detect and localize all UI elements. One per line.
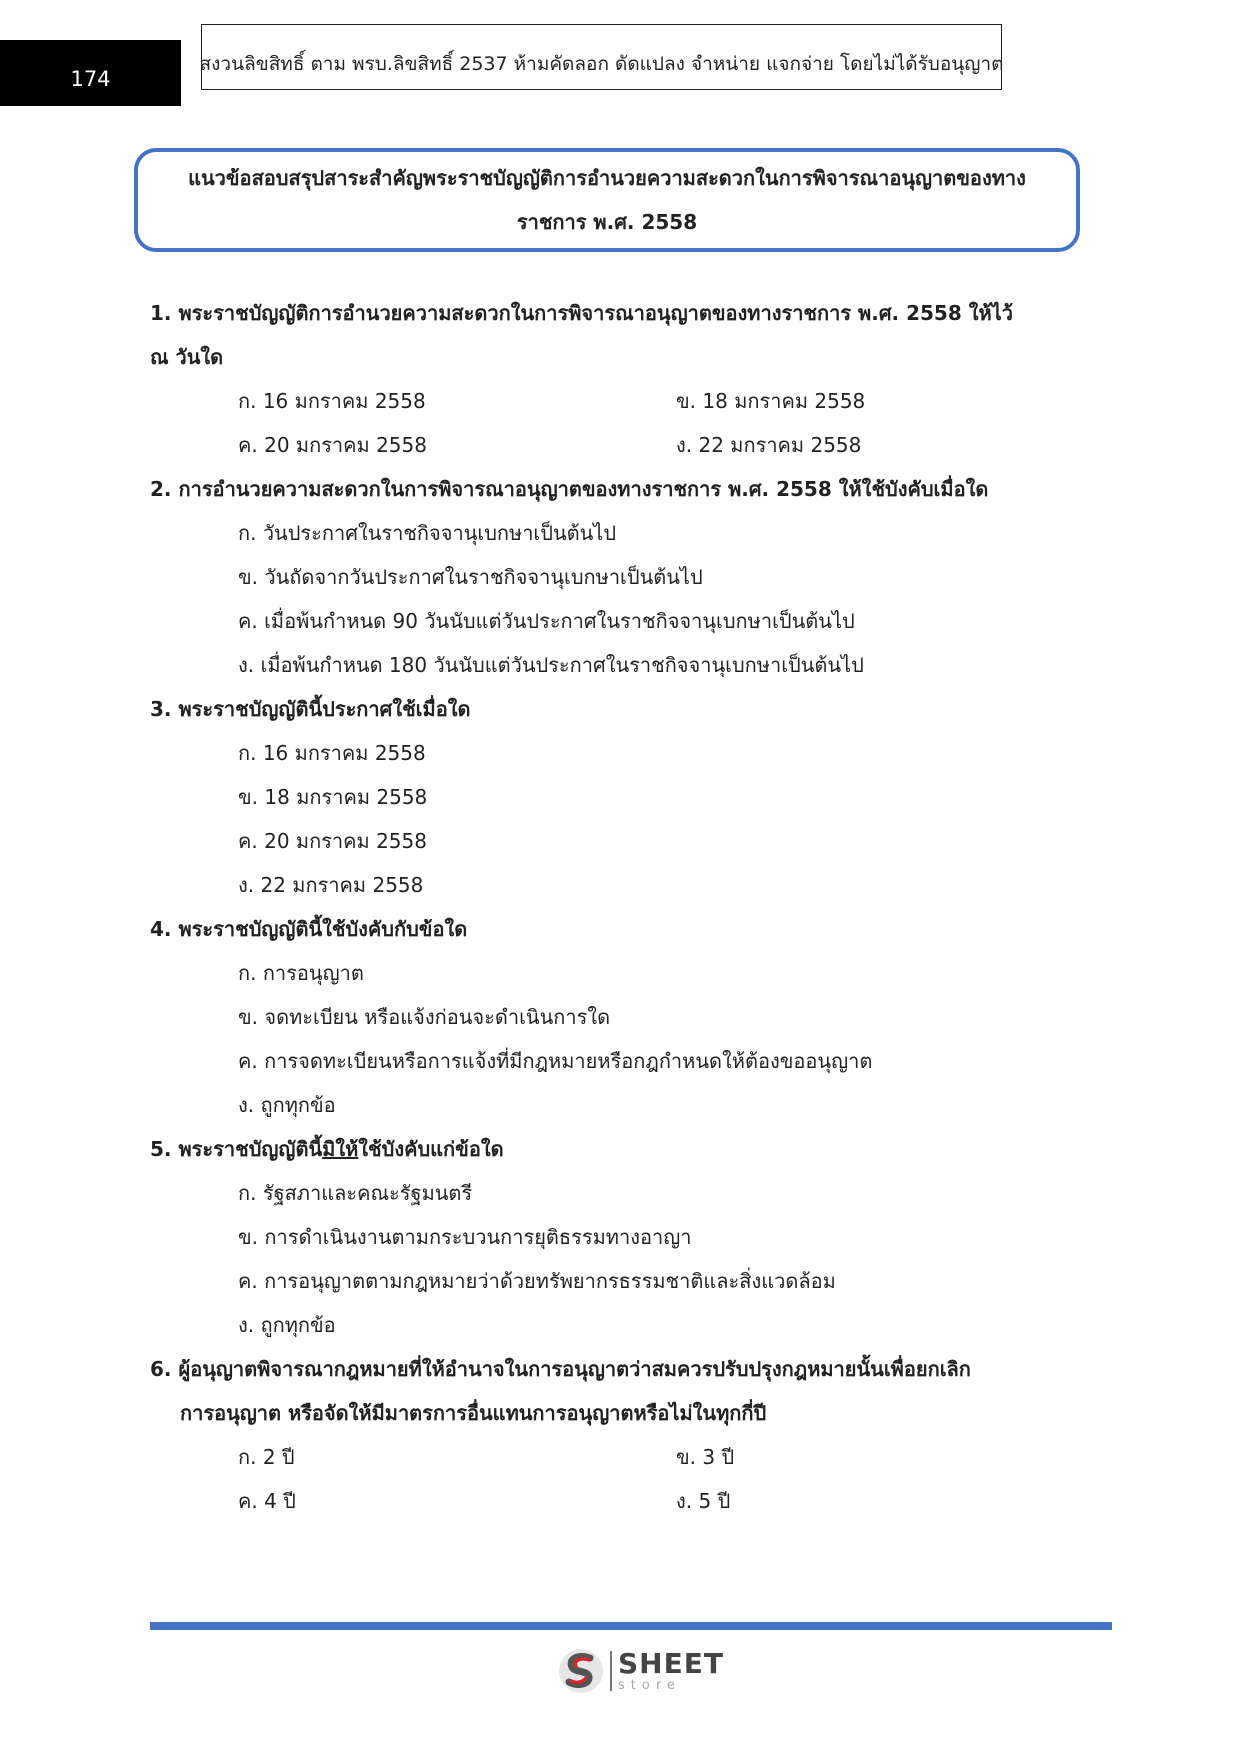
question-4-text: 4. พระราชบัญญัตินี้ใช้บังคับกับข้อใด [150, 917, 468, 941]
page-number: 174 [0, 40, 181, 106]
question-2-option-d: ง. เมื่อพ้นกำหนด 180 วันนับแต่วันประกาศในราชกิจจานุเบกษาเป็นต้นไป [238, 653, 864, 677]
copyright-notice: สงวนลิขสิทธิ์ ตาม พรบ.ลิขสิทธิ์ 2537 ห้ามคัดลอก ดัดแปลง จำหน่าย แจกจ่าย โดยไม่ได้รับอนุญาต [201, 24, 1002, 90]
question-6-option-b: ข. 3 ปี [676, 1445, 735, 1469]
question-6-option-a: ก. 2 ปี [238, 1445, 295, 1469]
question-1-option-a: ก. 16 มกราคม 2558 [238, 389, 426, 413]
question-1-option-d: ง. 22 มกราคม 2558 [676, 433, 862, 457]
question-5-option-a: ก. รัฐสภาและคณะรัฐมนตรี [238, 1181, 473, 1205]
document-title-line-1: แนวข้อสอบสรุปสาระสำคัญพระราชบัญญัติการอำนวยความสะดวกในการพิจารณาอนุญาตของทาง [188, 166, 1026, 190]
question-6-text-cont: การอนุญาต หรือจัดให้มีมาตรการอื่นแทนการอนุญาตหรือไม่ในทุกกี่ปี [180, 1401, 767, 1425]
question-5-text [150, 1134, 504, 1164]
question-5-emphasis: มิให้ [322, 1137, 359, 1161]
question-6-option-d: ง. 5 ปี [676, 1489, 731, 1513]
question-2-text: 2. การอำนวยความสะดวกในการพิจารณาอนุญาตของทางราชการ พ.ศ. 2558 ให้ใช้บังคับเมื่อใด [150, 477, 989, 501]
logo-word: SHEET [618, 1647, 724, 1680]
question-5-text-end: ใช้บังคับแก่ข้อใด [358, 1137, 504, 1161]
sheet-store-logo [556, 1646, 726, 1696]
question-3-option-d: ง. 22 มกราคม 2558 [238, 873, 424, 897]
logo-wordmark [618, 1647, 724, 1693]
question-3-option-c: ค. 20 มกราคม 2558 [238, 829, 427, 853]
logo-subword: store [618, 1678, 681, 1693]
question-6-text: 6. ผู้อนุญาตพิจารณากฎหมายที่ให้อำนาจในการอนุญาตว่าสมควรปรับปรุงกฎหมายนั้นเพื่อยกเลิก [150, 1357, 971, 1381]
question-3-option-b: ข. 18 มกราคม 2558 [238, 785, 428, 809]
question-5-option-b: ข. การดำเนินงานตามกระบวนการยุติธรรมทางอาญา [238, 1225, 692, 1249]
sheet-store-logo-icon [556, 1646, 606, 1696]
question-4-option-c: ค. การจดทะเบียนหรือการแจ้งที่มีกฎหมายหรือกฎกำหนดให้ต้องขออนุญาต [238, 1049, 873, 1073]
question-4-option-d: ง. ถูกทุกข้อ [238, 1093, 336, 1117]
logo-separator [610, 1651, 612, 1691]
question-1-option-b: ข. 18 มกราคม 2558 [676, 389, 866, 413]
question-4-option-a: ก. การอนุญาต [238, 961, 364, 985]
document-title-box [134, 148, 1080, 252]
question-1-text: 1. พระราชบัญญัติการอำนวยความสะดวกในการพิจารณาอนุญาตของทางราชการ พ.ศ. 2558 ให้ไว้ [150, 301, 1013, 325]
question-1-text-cont: ณ วันใด [150, 345, 224, 369]
question-4-option-b: ข. จดทะเบียน หรือแจ้งก่อนจะดำเนินการใด [238, 1005, 611, 1029]
question-5-option-c: ค. การอนุญาตตามกฎหมายว่าด้วยทรัพยากรธรรมชาติและสิ่งแวดล้อม [238, 1269, 836, 1293]
question-2-option-c: ค. เมื่อพ้นกำหนด 90 วันนับแต่วันประกาศในราชกิจจานุเบกษาเป็นต้นไป [238, 609, 855, 633]
question-2-option-b: ข. วันถัดจากวันประกาศในราชกิจจานุเบกษาเป็นต้นไป [238, 565, 703, 589]
footer-divider [150, 1622, 1112, 1630]
question-5-text-start: 5. พระราชบัญญัตินี้ [150, 1137, 323, 1161]
question-1-option-c: ค. 20 มกราคม 2558 [238, 433, 427, 457]
question-5-option-d: ง. ถูกทุกข้อ [238, 1313, 336, 1337]
question-3-text: 3. พระราชบัญญัตินี้ประกาศใช้เมื่อใด [150, 697, 471, 721]
document-title-line-2: ราชการ พ.ศ. 2558 [516, 210, 698, 234]
question-3-option-a: ก. 16 มกราคม 2558 [238, 741, 426, 765]
question-2-option-a: ก. วันประกาศในราชกิจจานุเบกษาเป็นต้นไป [238, 521, 617, 545]
question-6-option-c: ค. 4 ปี [238, 1489, 296, 1513]
